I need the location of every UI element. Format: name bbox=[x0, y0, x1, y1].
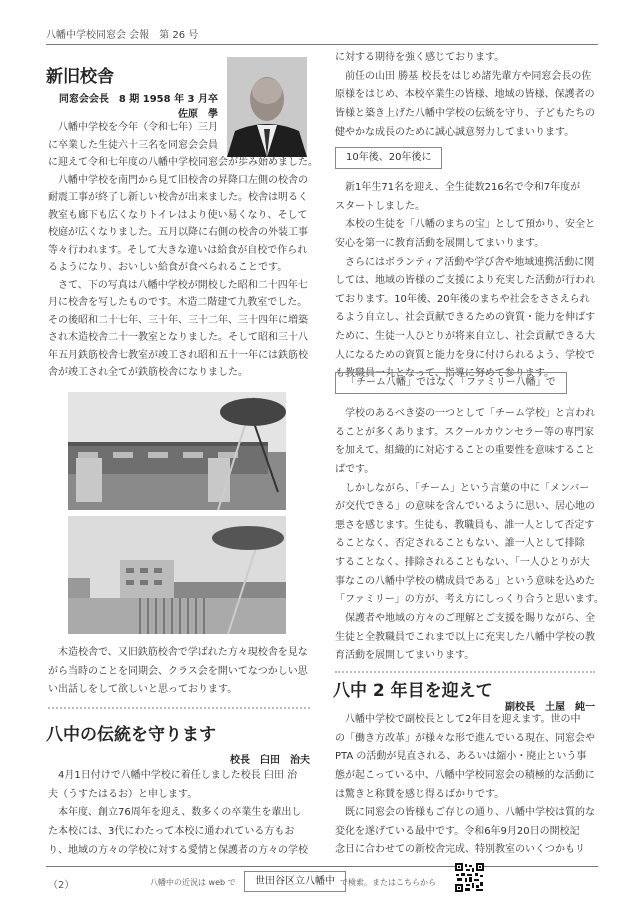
text-line: 前任の山田 勝基 校長をはじめ諸先輩方や同窓会長の佐 bbox=[345, 70, 592, 82]
text-line: た本校には、3代にわたって本校に通われている方もお bbox=[48, 825, 295, 837]
text-line: 木造校舎で、又旧鉄筋校舎で学ばれた方々現校舎を見な bbox=[58, 647, 308, 658]
text-line: 本校の生徒を「八幡のまちの宝」として預かり、安全と bbox=[345, 219, 595, 231]
text-line: 健やかな成長のために誠心誠意努力してまいります。 bbox=[335, 126, 575, 138]
article2-body-right bbox=[335, 49, 597, 142]
text-line: 既に同窓会の皆様もご存じの通り、八幡中学校は質的な bbox=[345, 807, 595, 819]
text-line: 人になるための資質と能力を身に付けられるよう、学校で bbox=[335, 349, 595, 361]
text-line: 4月1日付けで八幡中学校に着任しました校長 臼田 治 bbox=[58, 770, 298, 781]
text-line: スタートしました。 bbox=[335, 200, 425, 212]
author-name: 副校長 土屋 純一 bbox=[505, 702, 595, 713]
text-line: され木造校舎二十一教室となりました。そして昭和三十八 bbox=[48, 332, 308, 343]
text-line: ることなく、否定されることもない、誰一人として排除 bbox=[335, 538, 585, 550]
text-line: 耐震工事が終了し新しい校舎が出来ました。校舎は明るく bbox=[48, 192, 308, 203]
page-number: （2） bbox=[48, 880, 75, 891]
article-title: 新旧校舎 bbox=[46, 67, 114, 87]
text-line: 安心を第一に教育活動を展開してまいります。 bbox=[335, 237, 545, 249]
article2-section2 bbox=[335, 405, 604, 666]
author-role: 同窓会会長 8 期 1958 年 3 月卒 bbox=[58, 94, 218, 105]
text-line: 等々行われます。そして大きな違いは給食が自校で作られ bbox=[48, 244, 308, 256]
text-line: ることが多くあります。スクールカウンセラー等の専門家 bbox=[335, 426, 594, 438]
section-divider bbox=[335, 671, 595, 673]
text-line: 保護者や地域の方々のご理解とご支援を賜りながら、全 bbox=[345, 613, 595, 625]
text-line: い出話しをして欲しいと思っております。 bbox=[48, 684, 238, 696]
text-line: 八幡中学校を南門から見て旧校舎の昇降口左側の校舎の bbox=[58, 174, 308, 186]
section-divider bbox=[48, 707, 310, 709]
text-line: 八幡中学校を今年（令和七年）三月 bbox=[58, 122, 218, 133]
old-concrete-school-photo bbox=[68, 516, 286, 634]
text-line: に卒業した生徒六十三名を同窓会会員 bbox=[48, 139, 218, 151]
text-line: は驚きと称賛を感じ得るばかりです。 bbox=[335, 788, 505, 800]
subheading-box: 「チーム八幡」ではなく「ファミリー八幡」で bbox=[335, 372, 567, 394]
article1-closing bbox=[48, 644, 313, 700]
text-line: 悪さを感じます。生徒も、教職員も、誰一人として否定す bbox=[335, 519, 595, 531]
footer-divider bbox=[46, 866, 598, 867]
search-term-box: 世田谷区立八幡中 bbox=[244, 871, 346, 892]
text-line: さて、下の写真は八幡中学校が開校した昭和二十四年七 bbox=[58, 279, 308, 291]
text-line: 原様をはじめ、本校卒業生の皆様、地域の皆様、保護者の bbox=[335, 89, 595, 101]
text-line: るようになり、おいしい給食が食べられることです。 bbox=[48, 262, 288, 273]
text-line: 夫（うすたはるお）と申します。 bbox=[48, 788, 198, 800]
text-line: 「ファミリー」の方が、考え方にしっくり合うと思います。 bbox=[335, 594, 604, 606]
article-title: 八中の伝統を守ります bbox=[46, 725, 216, 745]
footer-search-text: で検索。またはこちらから bbox=[340, 878, 436, 887]
text-line: も教職員一丸となって、指導に努めて参ります。 bbox=[335, 368, 554, 380]
article-title: 八中 2 年目を迎えて bbox=[333, 681, 493, 701]
text-line: ばです。 bbox=[335, 463, 375, 475]
article3-body bbox=[335, 711, 597, 860]
footer-web-text: 八幡中の近況は web で bbox=[150, 878, 236, 887]
text-line: り、地域の方々の学校に対する愛情と保護者の方々の学校 bbox=[48, 844, 308, 856]
text-line: さらにはボランティア活動や学び舎や地域連携活動に関 bbox=[345, 256, 595, 268]
author-name: 佐原 學 bbox=[178, 109, 218, 120]
text-line: 教室も廊下も広くなりトイレはより使い易くなり、そして bbox=[48, 209, 308, 221]
text-line: 育活動を展開してまいります。 bbox=[335, 650, 475, 662]
text-line: 変化を遂げている最中です。令和6年9月20日の開校記 bbox=[335, 825, 580, 837]
text-line: 舎が竣工され全てが鉄筋校舎になりました。 bbox=[48, 367, 248, 378]
text-line: しかしながら、「チーム」という言葉の中に「メンバー bbox=[345, 482, 590, 494]
text-line: の「働き方改革」が様々な形で進んでいる現在、同窓会や bbox=[335, 732, 595, 744]
text-line: 態が起こっている中、八幡中学校同窓会の積極的な活動に bbox=[335, 769, 595, 781]
article2-body-left bbox=[48, 767, 313, 860]
article1-body bbox=[48, 119, 318, 382]
text-line: 生徒と全教職員でこれまで以上に充実した八幡中学校の教 bbox=[335, 631, 595, 643]
text-line: 事なこの八幡中学校の構成員である」という意味を込めた bbox=[335, 575, 595, 587]
text-line: るよう自立し、社会貢献できるための資質・能力を伸ばす bbox=[335, 312, 595, 324]
text-line: 月に校舎を写したものです。木造二階建て九教室でした。 bbox=[48, 297, 308, 308]
text-line: 八幡中学校で副校長として2年目を迎えます。世の中 bbox=[345, 714, 581, 725]
text-line: ために、生徒一人ひとりが将来自立し、社会貢献できる大 bbox=[335, 331, 595, 343]
article2-section1 bbox=[335, 179, 597, 384]
text-line: することなく、排除されることもない、「一人ひとりが大 bbox=[335, 557, 590, 569]
text-line: 本年度、創立76周年を迎え、数多くの卒業生を輩出し bbox=[58, 807, 302, 819]
author-name: 校長 臼田 治夫 bbox=[230, 755, 310, 766]
text-line: 新1年生71名を迎え、全生徒数216名で令和7年度が bbox=[345, 182, 581, 193]
subheading-box: 10年後、20年後に bbox=[335, 147, 442, 169]
text-line: が交代できる」の意味を含んでいるように思い、居心地の bbox=[335, 501, 595, 513]
text-line: 校庭が広くなりました。五月以降に右側の校舎の外装工事 bbox=[48, 227, 308, 238]
qr-code-icon[interactable] bbox=[455, 863, 484, 892]
text-line: 年五月鉄筋校舎七教室が竣工され昭和五十一年には鉄筋校 bbox=[48, 349, 308, 361]
text-line: ております。10年後、20年後のまちや社会をささえられ bbox=[335, 293, 590, 305]
text-line: がら当時のことを同期会、クラス会を開いてなつかしい思 bbox=[48, 665, 308, 677]
text-line: PTA の活動が見直される、あるいは縮小・廃止という事 bbox=[335, 751, 587, 763]
text-line: しては、地域の皆様のご支援により充実した活動が行われ bbox=[335, 275, 595, 287]
text-line: を加えて、組織的に対応することの重要性を意味すること bbox=[335, 445, 595, 457]
header-divider bbox=[46, 44, 598, 45]
text-line: 念日に合わせての新校舎完成、特別教室のいくつかもリ bbox=[335, 844, 585, 856]
text-line: に迎えて令和七年度の八幡中学校同窓会が歩み始めました。 bbox=[48, 157, 318, 168]
text-line: 学校のあるべき姿の一つとして「チーム学校」と言われ bbox=[345, 408, 595, 419]
newsletter-header: 八幡中学校同窓会 会報 第 26 号 bbox=[46, 30, 199, 41]
old-wooden-school-photo bbox=[68, 392, 286, 510]
text-line: 皆様と築き上げた八幡中学校の伝統を守り、子どもたちの bbox=[335, 107, 595, 119]
text-line: その後昭和二十七年、三十年、三十二年、三十四年に増築 bbox=[48, 314, 308, 326]
text-line: に対する期待を強く感じております。 bbox=[335, 52, 505, 63]
